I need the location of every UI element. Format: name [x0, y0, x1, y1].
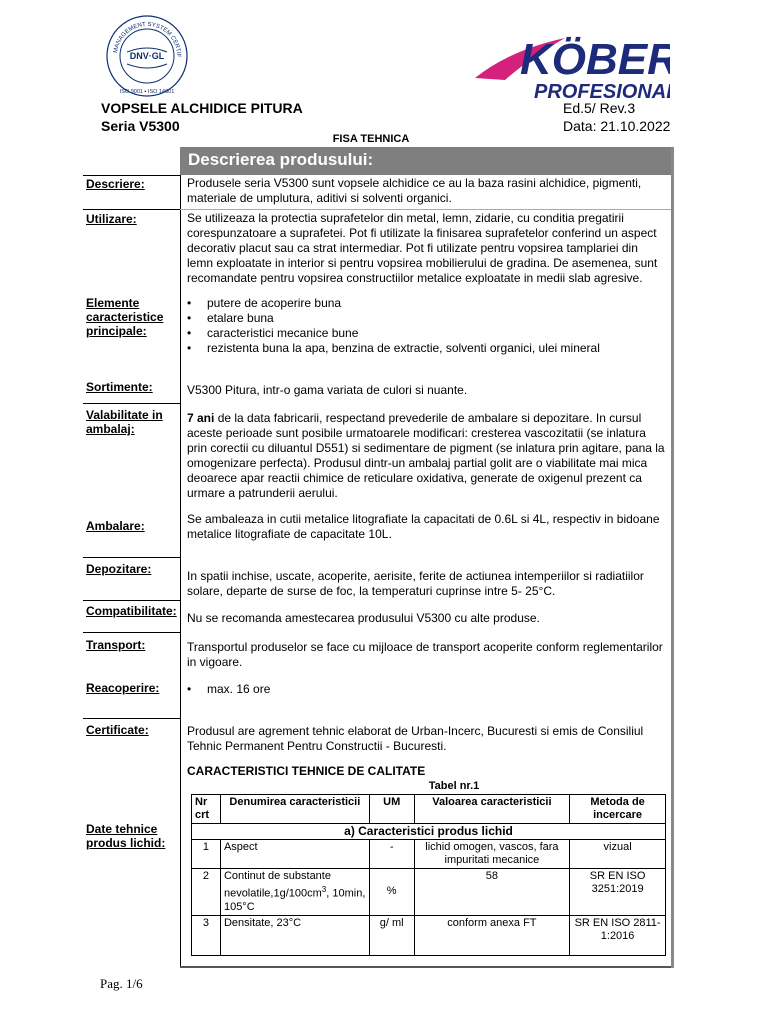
list-item: • caracteristici mecanice bune	[187, 326, 665, 341]
row-separator	[83, 718, 180, 719]
page-number: Pag. 1/6	[100, 976, 143, 991]
row-separator	[83, 600, 180, 601]
cell-um: g/ ml	[369, 915, 414, 955]
label-depozitare: Depozitare:	[86, 562, 152, 576]
col-valoare: Valoarea caracteristicii	[414, 795, 570, 824]
cert-brand: DNV·GL	[129, 51, 165, 61]
document-series: Seria V5300	[101, 118, 180, 134]
col-metoda: Metoda de incercare	[570, 795, 666, 824]
table-row	[192, 840, 666, 869]
label-reacoperire: Reacoperire:	[86, 681, 160, 695]
valabilitate-duration: 7 ani	[187, 411, 215, 425]
logo-name: KÖBER	[520, 35, 670, 84]
col-um: UM	[369, 795, 414, 824]
document-title: VOPSELE ALCHIDICE PITURA	[101, 100, 303, 116]
cell-value: conform anexa FT	[414, 915, 570, 955]
label-sortimente: Sortimente:	[86, 380, 153, 394]
label-certificate: Certificate:	[86, 723, 149, 737]
cell-value: 58	[414, 869, 570, 916]
cell-nr: 2	[192, 869, 221, 916]
cert-iso: ISO 9001 ▪ ISO 14001	[119, 89, 175, 95]
col-denumire: Denumirea caracteristicii	[220, 795, 369, 824]
list-item: • putere de acoperire buna	[187, 296, 665, 311]
section-title: Descrierea produsului:	[188, 150, 374, 169]
document-date: Data: 21.10.2022	[563, 118, 671, 134]
list-elemente	[187, 296, 665, 356]
cell-name: Densitate, 23°C	[220, 915, 369, 955]
cell-method: vizual	[570, 840, 666, 869]
cert-ring-text: MANAGEMENT SYSTEM CERTIF	[113, 21, 182, 58]
page-border-right	[671, 147, 674, 968]
cell-method: SR EN ISO 3251:2019	[570, 869, 666, 916]
list-item: • rezistenta buna la apa, benzina de extractie, solventi organici, ulei mineral	[187, 341, 665, 356]
label-date-tehnice: Date tehnice produs lichid:	[86, 822, 166, 850]
text-sortimente: V5300 Pitura, intr-o gama variata de culori si nuante.	[187, 383, 468, 397]
section-header	[180, 147, 671, 175]
label-ambalare: Ambalare:	[86, 519, 145, 533]
text-certificate: Produsul are agrement tehnic elaborat de Urban-Incerc, Bucuresti si emis de Consiliul Tehnic Permanent Pentru Constructii - Bucuresti.	[187, 724, 644, 753]
cell-um: -	[369, 840, 414, 869]
row-separator	[180, 209, 671, 210]
cell-um: %	[369, 869, 414, 916]
table-row	[192, 915, 666, 955]
row-separator	[83, 557, 180, 558]
cell-name: Aspect	[220, 840, 369, 869]
label-compatibilitate: Compatibilitate:	[86, 604, 177, 618]
label-utilizare: Utilizare:	[86, 212, 137, 226]
document-edition: Ed.5/ Rev.3	[563, 100, 636, 116]
table-group-row	[192, 824, 666, 840]
table-header-row	[192, 795, 666, 824]
text-valabilitate: 7 ani de la data fabricarii, respectand prevederile de ambalare si depozitare. In cursul aceste perioade sunt posibile urmatoarele modificari: cresterea vascozitatii (se inlatura prin corectii cu diluantul D551) si sedimentare de pigment (se inlatura prin agitare, pana la omogenizare perfecta). Produsul dintr-un ambalaj partial golit are o viabilitate mai mica deoarece apar reactii chimice de reticulare oxidativa, generate de oxigenul prezent ca urmare a patrunderii aerului.	[187, 411, 665, 500]
text-transport: Transportul produselor se face cu mijloace de transport acoperite conform reglementarilor in vigoare.	[187, 640, 663, 669]
certification-badge	[103, 12, 191, 100]
page-border-bottom	[180, 966, 671, 968]
sheet-type: FISA TEHNICA	[332, 133, 410, 145]
column-divider	[180, 175, 181, 967]
tech-table	[191, 794, 666, 956]
cell-nr: 3	[192, 915, 221, 955]
text-utilizare: Se utilizeaza la protectia suprafetelor din metal, lemn, zidarie, cu conditia pregatirii corespunzatoare a suprafetei. Pot fi utilizate la finisarea suprafetelor conferind un aspect decorativ placut sau ca strat intermediar. Pot fi utilizate pentru vopsirea tamplariei din lemn exploatate in interior si pentru vopsirea mobilierului de gradina. De asemenea, sunt recomandate pentru vopsirea constructiilor metalice exploatate in medii slab agresive.	[187, 211, 658, 285]
list-reacoperire	[187, 682, 665, 697]
label-descriere: Descriere:	[86, 177, 145, 191]
label-elemente: Elemente caracteristice principale:	[86, 296, 164, 338]
cell-value: lichid omogen, vascos, fara impuritati mecanice	[414, 840, 570, 869]
label-valabilitate: Valabilitate in ambalaj:	[86, 408, 163, 436]
row-separator	[83, 209, 180, 210]
text-ambalare: Se ambaleaza in cutii metalice litografiate la capacitati de 0.6L si 4L, respectiv in bidoane metalice litografiate de capacitate 10L.	[187, 512, 660, 541]
row-separator	[83, 175, 180, 176]
cell-nr: 1	[192, 840, 221, 869]
tech-heading: CARACTERISTICI TEHNICE DE CALITATE	[187, 764, 426, 778]
logo-sub: PROFESIONAL	[534, 81, 670, 102]
kober-logo	[470, 30, 670, 102]
list-item: • max. 16 ore	[187, 682, 665, 697]
row-separator	[83, 403, 180, 404]
group-label: a) Caracteristici produs lichid	[192, 824, 666, 840]
cell-name: Continut de substante $nevolatile,1g/100cm^3$, 10min, 105°C	[220, 869, 369, 916]
text-compatibilitate: Nu se recomanda amestecarea produsului V5300 cu alte produse.	[187, 611, 540, 625]
table-number: Tabel nr.1	[428, 780, 480, 792]
text-descriere: Produsele seria V5300 sunt vopsele alchidice ce au la baza rasini alchidice, pigmenti, materiale de umplutura, aditivi si solventi organici.	[187, 176, 642, 205]
cell-method: SR EN ISO 2811-1:2016	[570, 915, 666, 955]
list-item: • etalare buna	[187, 311, 665, 326]
text-depozitare: In spatii inchise, uscate, acoperite, aerisite, ferite de actiunea intemperiilor si radiatiilor solare, departe de surse de foc, la temperaturi cuprinse intre 5- 25°C.	[187, 569, 644, 598]
col-nr: Nr crt	[192, 795, 221, 824]
table-row	[192, 869, 666, 916]
label-transport: Transport:	[86, 638, 146, 652]
row-separator	[83, 632, 180, 633]
